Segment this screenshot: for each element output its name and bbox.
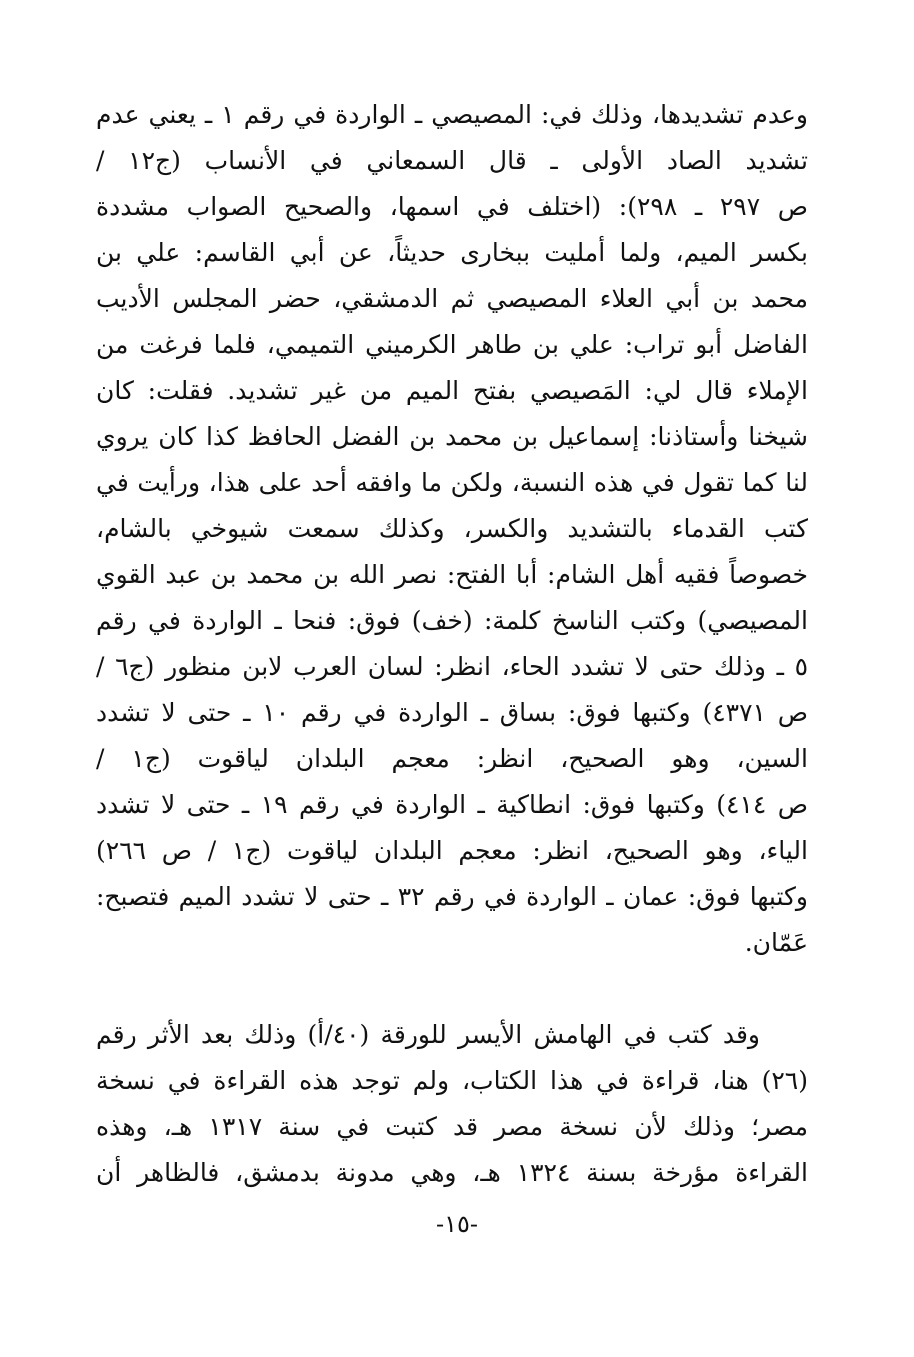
text-line: تشديد الصاد الأولى ـ قال السمعاني في الأنساب (ج١٢ / xyxy=(96,146,808,175)
text-line: مصر؛ وذلك لأن نسخة مصر قد كتبت في سنة ١٣١٧ هـ، وهذه xyxy=(96,1112,808,1141)
text-line: ٥ ـ وذلك حتى لا تشدد الحاء، انظر: لسان العرب لابن منظور (ج٦ / xyxy=(96,652,808,681)
text-line: القراءة مؤرخة بسنة ١٣٢٤ هـ، وهي مدونة بدمشق، فالظاهر أن xyxy=(96,1158,808,1187)
text-line: كتب القدماء بالتشديد والكسر، وكذلك سمعت شيوخي بالشام، xyxy=(96,514,808,543)
text-line: لنا كما تقول في هذه النسبة، ولكن ما وافقه أحد على هذا، ورأيت في xyxy=(96,468,808,497)
text-line: ص ٤١٤) وكتبها فوق: انطاكية ـ الواردة في رقم ١٩ ـ حتى لا تشدد xyxy=(96,790,808,819)
text-line: وكتبها فوق: عمان ـ الواردة في رقم ٣٢ ـ حتى لا تشدد الميم فتصبح: xyxy=(96,882,808,911)
text-line: المصيصي) وكتب الناسخ كلمة: (خف) فوق: فنحا ـ الواردة في رقم xyxy=(96,606,808,635)
text-line: ص ٤٣٧١) وكتبها فوق: بساق ـ الواردة في رقم ١٠ ـ حتى لا تشدد xyxy=(96,698,808,727)
text-line: عَمّان. xyxy=(744,928,808,957)
paragraph-2 xyxy=(96,1012,808,1196)
text-line: بكسر الميم، ولما أمليت ببخارى حديثاً، عن أبي القاسم: علي بن xyxy=(96,238,808,267)
text-line: الإملاء قال لي: المَصيصي بفتح الميم من غير تشديد. فقلت: كان xyxy=(96,376,808,405)
text-line: (٢٦) هنا، قراءة في هذا الكتاب، ولم توجد هذه القراءة في نسخة xyxy=(96,1066,808,1095)
text-line: خصوصاً فقيه أهل الشام: أبا الفتح: نصر الله بن محمد بن عبد القوي xyxy=(96,560,808,589)
text-line: شيخنا وأستاذنا: إسماعيل بن محمد بن الفضل الحافظ كذا كان يروي xyxy=(96,422,808,451)
text-line: الياء، وهو الصحيح، انظر: معجم البلدان لياقوت (ج١ / ص ٢٦٦) xyxy=(96,836,808,865)
text-line: السين، وهو الصحيح، انظر: معجم البلدان لياقوت (ج١ / xyxy=(96,744,808,773)
text-line: ص ٢٩٧ ـ ٢٩٨): (اختلف في اسمها، والصحيح الصواب مشددة xyxy=(96,192,808,221)
paragraph-1 xyxy=(96,92,808,966)
page-number: -١٥- xyxy=(436,1210,478,1238)
text-line: الفاضل أبو تراب: علي بن طاهر الكرميني التميمي، فلما فرغت من xyxy=(96,330,808,359)
text-line: وقد كتب في الهامش الأيسر للورقة (٤٠/أ) وذلك بعد الأثر رقم xyxy=(96,1020,761,1049)
text-line: وعدم تشديدها، وذلك في: المصيصي ـ الواردة في رقم ١ ـ يعني عدم xyxy=(96,100,808,129)
text-line: محمد بن أبي العلاء المصيصي ثم الدمشقي، حضر المجلس الأديب xyxy=(96,284,808,313)
